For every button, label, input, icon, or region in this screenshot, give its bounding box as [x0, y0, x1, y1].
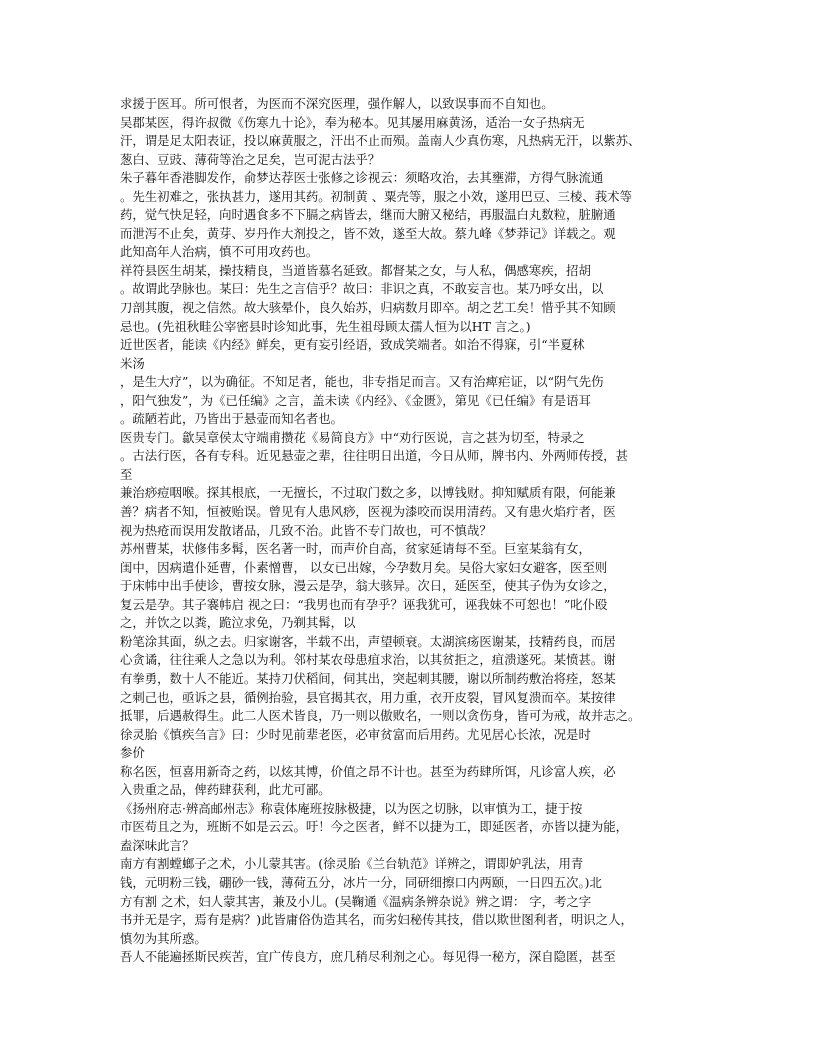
text-line: 忌也。(先祖秋畦公宰密县时诊知此事，先生祖母顾太孺人恒为以HT 言之。) [120, 318, 531, 334]
text-line: 汗，谓是足太阳表证，投以麻黄服之，汗出不止而殒。盖南人少真伤寒，凡热病无汗，以紫苏、 [120, 133, 641, 149]
text-line: 。古法行医，各有专科。近见悬壶之辈，往往明日出道，今日从师，牌书内、外两师传授，甚 [120, 448, 629, 464]
text-line: 参价 [120, 745, 145, 761]
text-line: 求援于医耳。所可恨者，为医而不深究医理，强作解人，以致误事而不自知也。 [120, 96, 554, 111]
body-text [120, 95, 700, 967]
text-line: ，是生大疗”，以为确征。不知足者，能也，非专指足而言。又有治痺疟证，以“阴气先伤 [120, 374, 604, 390]
text-line: 方有割 之术，妇人蒙其害，兼及小儿。(吴鞠通《温病条辨杂说》辨之谓： 字，考之字 [120, 893, 592, 909]
text-line: 。故谓此孕脉也。某曰：先生之言信乎？故曰：非识之真，不敢妄言也。某乃呼女出，以 [120, 281, 604, 297]
text-line: 于床帏中出手使诊，曹按女脉，漫云是孕，翁大骇异。次日，延医至，使其子伪为女诊之， [120, 578, 616, 594]
text-line: 近世医者，能读《内经》鲜矣，更有妄引经语，致成笑端者。如治不得寐，引“半夏秫 [120, 337, 585, 353]
text-line: 视为热疮而误用发散诸品，几致不治。此皆不专门故也，可不慎哉？ [120, 522, 492, 538]
text-line: 之，并饮之以粪，跪泣求免，乃剃其髯，以 [120, 615, 356, 631]
text-line: 盍深味此言？ [120, 837, 195, 853]
text-line: 闺中，因病遣仆延曹，仆素憎曹， 以女已出嫁，今孕数月矣。吴俗大家妇女避客，医至则 [120, 559, 608, 575]
text-line: 葱白、豆豉、薄荷等治之足矣，岂可泥古法乎？ [120, 151, 381, 167]
text-line: ，阳气独发”，为《已任编》之言，盖未读《内经》、《金匮》，第见《已任编》有是语耳 [120, 392, 591, 408]
text-line: 之刺己也，亟诉之县，循例抬验，县官揭其衣，用力重，衣开皮裂，冒风复溃而卒。某按律 [120, 689, 616, 705]
text-line: 粉笔涂其面，纵之去。归家谢客，半载不出，声望顿衰。太湖滨疡医谢某，技精药良，而居 [120, 633, 616, 649]
text-line: 徐灵胎《慎疾刍言》曰：少时见前辈老医，必审贫富而后用药。尤见居心长浓，况是时 [120, 726, 591, 742]
text-line: 有拳勇，数十人不能近。某持刀伏稻间，伺其出，突起刺其腰，谢以所制药敷治将痊，怒某 [120, 670, 616, 686]
text-line: 吴郡某医，得许叔微《伤寒九十论》，奉为秘本。见其屡用麻黄汤，适治一女子热病无 [120, 114, 585, 130]
text-line: 至 [120, 466, 133, 482]
text-line: 心贪谲，往往乘人之急以为利。邻村某农母患疽求治，以其贫拒之，疽溃遂死。某愤甚。谢 [120, 652, 616, 668]
text-line: 书并无是字，焉有是病？)此皆庸俗伪造其名，而劣妇秘传其技，借以欺世图利者，明识之人， [120, 912, 633, 928]
text-line: 吾人不能遍拯斯民疾苦，宜广传良方，庶几稍尽利剂之心。每见得一秘方，深自隐匿，甚至 [120, 949, 616, 965]
text-line: 。疏陋若此，乃皆出于悬壶而知名者也。 [120, 411, 344, 427]
text-line: 抵罪，后遇赦得生。此二人医术皆良，乃一则以傲败名，一则以贪伤身，皆可为戒，故并志之。 [120, 708, 641, 724]
text-line: 钱，元明粉三钱，硼砂一钱，薄荷五分，冰片一分，同研细擦口内两颐，一日四五次。)北 [120, 874, 602, 890]
text-line: 市医苟且之为，班断不如是云云。吁！今之医者，鲜不以捷为工，即延医者，亦皆以捷为能， [120, 819, 629, 835]
text-line: 刀剖其腹，视之信然。故大骇晕仆，良久始苏，归病数月即卒。胡之艺工矣！惜乎其不知顾 [120, 300, 616, 316]
text-line: 祥符县医生胡某，操技精良，当道皆慕名延致。都督某之女，与人私，偶感寒疾，招胡 [120, 262, 591, 278]
text-line: 善？病者不知，恒被贻误。曾见有人患风痧，医视为漆咬而误用清药。又有患火焰疔者，医 [120, 504, 616, 520]
text-line: 兼治痧痘咽喉。探其根底，一无擅长，不过取门数之多，以博钱财。抑知赋质有限，何能兼 [120, 485, 616, 501]
text-line: 此知高年人治病，慎不可用攻药也。 [120, 244, 319, 260]
text-line: 而泄泻不止矣，黄芽、岁丹作大剂投之，皆不效，遂至大故。蔡九峰《梦莽记》详载之。观 [120, 225, 616, 241]
text-line: 朱子暮年香港脚发作，俞梦达荐医士张修之诊视云：须略攻治，去其壅滞，方得气脉流通 [120, 170, 604, 186]
text-line: 苏州曹某，状修伟多髯，医名著一时，而声价自高，贫家延请每不至。巨室某翁有女， [120, 541, 591, 557]
text-line: 医贵专门。歙吴章侯太守端甫攒花《易简良方》中“劝行医说，言之甚为切至，特录之 [120, 429, 585, 445]
text-line: 《扬州府志·辨高邮州志》称袁体庵班按脉极捷，以为医之切脉，以审慎为工，捷于按 [120, 800, 583, 816]
text-line: 。先生初难之，张执甚力，遂用其药。初制黄 、粟壳等，服之小效，遂用巴豆、三棱、莪术等 [120, 188, 632, 204]
text-line: 南方有割螳螂子之术，小儿蒙其害。(徐灵胎《兰台轨范》详辨之，谓即妒乳法，用青 [120, 856, 584, 872]
text-line: 复云是孕。其子褰帏启 视之曰：“我男也而有孕乎？诬我犹可，诬我妹不可恕也！”叱仆殴 [120, 596, 608, 612]
text-line: 药，觉气快足轻，向时遇食多不下膈之病皆去，继而大腑又秘结，再服温白丸数粒，脏腑通 [120, 207, 616, 223]
text-line: 称名医，恒喜用新奇之药，以炫其博，价值之昂不计也。甚至为药肆所饵，凡诊富人疾，必 [120, 763, 616, 779]
text-line: 米汤 [120, 355, 145, 371]
text-line: 入贵重之品，俾药肆获利，此尤可鄙。 [120, 782, 331, 798]
text-line: 慎勿为其所惑。 [120, 930, 207, 946]
